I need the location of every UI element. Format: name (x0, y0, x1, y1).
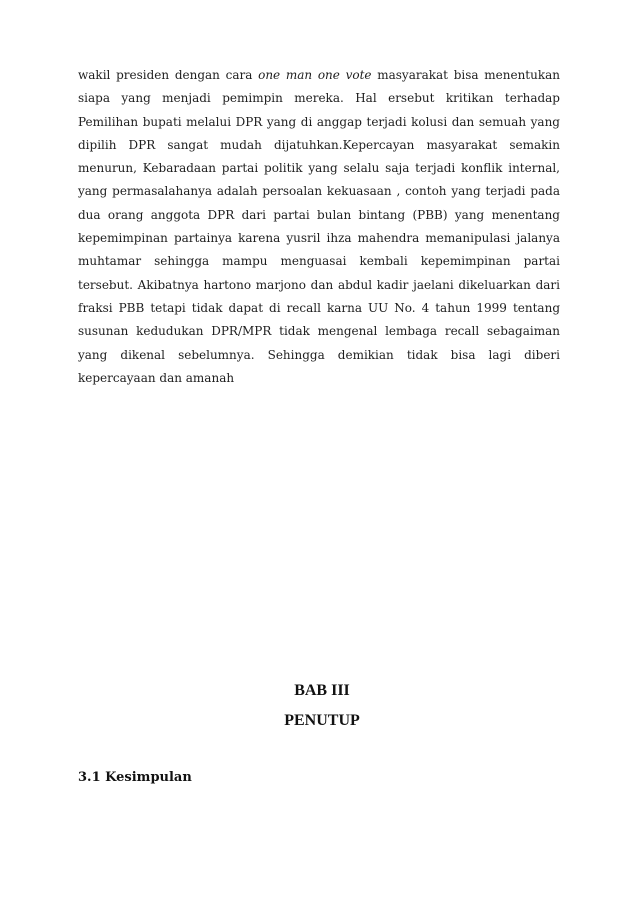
paragraph-italic-phrase: one man one vote (258, 68, 372, 82)
paragraph-lead-text: wakil presiden dengan cara (78, 68, 259, 82)
paragraph-rest-text: masyarakat bisa menentukan siapa yang menjadi pemimpin mereka. Hal ersebut kritikan terhadap Pemilihan bupati melalui DPR yang di anggap terjadi kolusi dan semuah yang dipilih DPR sangat mudah dijatuhkan.Kepercayan masyarakat semakin menurun, Kebaradaan partai politik yang selalu saja terjadi konflik internal, yang permasalahanya adalah persoalan kekuasaan , contoh yang terjadi pada dua orang anggota DPR dari partai bulan bintang (PBB) yang menentang kepemimpinan partainya karena yusril ihza mahendra memanipulasi jalanya muhtamar sehingga mampu menguasai kembali kepemimpinan partai tersebut. Akibatnya hartono marjono dan abdul kadir jaelani dikeluarkan dari fraksi PBB tetapi tidak dapat di recall karna UU No. 4 tahun 1999 tentang susunan kedudukan DPR/MPR tidak mengenal lembaga recall sebagaiman yang dikenal sebelumnya. Sehingga demikian tidak bisa lagi diberi kepercayaan dan amanah (78, 68, 561, 385)
chapter-number: BAB III (294, 682, 350, 699)
section-heading: 3.1 Kesimpulan (78, 770, 192, 785)
body-paragraph (78, 64, 560, 390)
chapter-title: PENUTUP (284, 712, 360, 729)
